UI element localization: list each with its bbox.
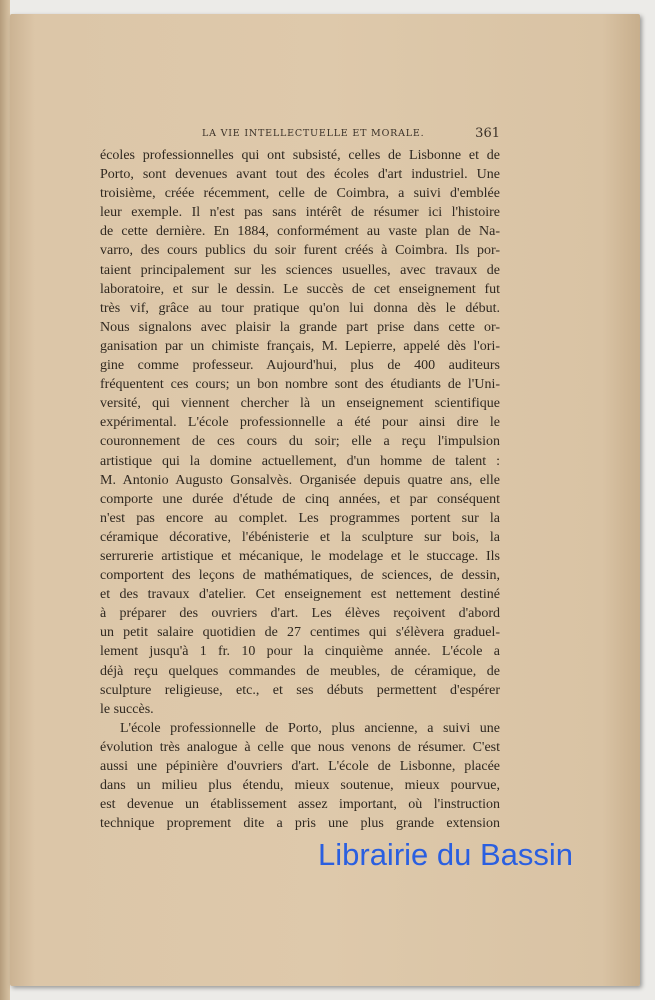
text-line-content: taient principalement sur les sciences usuelles, avec travaux de (100, 262, 500, 278)
text-line (100, 700, 500, 719)
text-line (100, 719, 500, 738)
text-line-content: est devenue un établissement assez important, où l'instruction (100, 797, 500, 813)
text-line-content: M. Antonio Augusto Gonsalvès. Organisée depuis quatre ans, elle (100, 472, 500, 488)
text-line-content: à préparer des ouvriers d'art. Les élèves reçoivent d'abord (100, 606, 500, 622)
text-line (100, 662, 500, 681)
text-line (100, 757, 500, 776)
text-line (100, 452, 500, 471)
text-line (100, 280, 500, 299)
text-line-content: et des travaux d'atelier. Cet enseignement est nettement destiné (100, 587, 500, 603)
text-line (100, 623, 500, 642)
text-line-content: dans un milieu plus étendu, mieux soutenue, mieux pourvue, (100, 778, 500, 794)
text-line-content: versité, qui viennent chercher là un enseignement scientifique (100, 396, 500, 412)
text-line-content: Nous signalons avec plaisir la grande part prise dans cette or- (100, 319, 500, 335)
text-line (100, 318, 500, 337)
text-line (100, 814, 500, 833)
text-line-content: comportent des leçons de mathématiques, de sciences, de dessin, (100, 568, 500, 584)
text-line (100, 566, 500, 585)
body-text (100, 146, 500, 833)
running-title: LA VIE INTELLECTUELLE ET MORALE. (202, 128, 425, 139)
text-line-content: artistique qui la domine actuellement, d'un homme de talent : (100, 453, 500, 469)
text-line (100, 165, 500, 184)
text-line (100, 547, 500, 566)
text-line (100, 337, 500, 356)
text-line (100, 795, 500, 814)
page-header (100, 128, 500, 144)
text-line-content: le succès. (100, 701, 154, 717)
text-line (100, 146, 500, 165)
text-line (100, 394, 500, 413)
text-line-content: un petit salaire quotidien de 27 centimes qui s'élèvera graduel- (100, 625, 500, 641)
text-line (100, 203, 500, 222)
text-line (100, 642, 500, 661)
text-line-content: fréquentent ces cours; un bon nombre sont des étudiants de l'Uni- (100, 377, 500, 393)
text-line-content: L'école professionnelle de Porto, plus ancienne, a suivi une (120, 720, 500, 736)
text-line (100, 681, 500, 700)
text-line-content: comporte une durée d'étude de cinq années, et par conséquent (100, 491, 500, 507)
text-line (100, 509, 500, 528)
text-line-content: leur exemple. Il n'est pas sans intérêt de résumer ici l'histoire (100, 205, 500, 221)
text-line-content: couronnement de ces cours du soir; elle a reçu l'impulsion (100, 434, 500, 450)
text-line-content: ganisation par un chimiste français, M. Lepierre, appelé dès l'ori- (100, 338, 500, 354)
text-line (100, 241, 500, 260)
text-line (100, 528, 500, 547)
text-line (100, 490, 500, 509)
text-line (100, 776, 500, 795)
text-line-content: lement jusqu'à 1 fr. 10 pour la cinquième année. L'école a (100, 644, 500, 660)
text-line (100, 471, 500, 490)
text-line (100, 585, 500, 604)
text-line-content: serrurerie artistique et mécanique, le modelage et le stuccage. Ils (100, 548, 500, 564)
text-line-content: évolution très analogue à celle que nous venons de résumer. C'est (100, 739, 500, 755)
text-line (100, 375, 500, 394)
text-line-content: déjà reçu quelques commandes de meubles, de céramique, de (100, 663, 500, 679)
text-line-content: laboratoire, et sur le dessin. Le succès de cet enseignement fut (100, 281, 500, 297)
text-line-content: n'est pas encore au complet. Les programmes portent sur la (100, 510, 500, 526)
text-line-content: sculpture religieuse, etc., et ses débuts permettent d'espérer (100, 682, 500, 698)
text-line (100, 299, 500, 318)
text-line-content: technique proprement dite a pris une plus grande extension (100, 816, 500, 832)
text-line-content: varro, des cours publics du soir furent créés à Coimbra. Ils por- (100, 243, 500, 259)
text-line-content: expérimental. L'école professionnelle a été pour ainsi dire le (100, 415, 500, 431)
text-line-content: troisième, créée récemment, celle de Coimbra, a suivi d'emblée (100, 186, 500, 202)
text-line (100, 738, 500, 757)
text-line (100, 413, 500, 432)
text-line (100, 604, 500, 623)
text-line (100, 184, 500, 203)
text-line (100, 261, 500, 280)
text-line-content: gine comme professeur. Aujourd'hui, plus de 400 auditeurs (100, 358, 500, 374)
watermark: Librairie du Bassin (318, 837, 574, 872)
text-line-content: céramique décorative, l'ébénisterie et la sculpture sur bois, la (100, 529, 500, 545)
text-line-content: de cette dernière. En 1884, conformément au vaste plan de Na- (100, 224, 500, 240)
text-line (100, 356, 500, 375)
text-line-content: très vif, grâce au tour pratique qu'on lui donna dès le début. (100, 300, 500, 316)
text-line-content: aussi une pépinière d'ouvriers d'art. L'école de Lisbonne, placée (100, 759, 500, 774)
page-number: 361 (475, 126, 500, 141)
previous-page-edge (0, 0, 10, 1000)
text-line (100, 222, 500, 241)
text-line-content: Porto, sont devenues avant tout des écoles d'art industriel. Une (100, 167, 500, 183)
text-line (100, 432, 500, 451)
text-line-content: écoles professionnelles qui ont subsisté, celles de Lisbonne et de (100, 148, 500, 163)
